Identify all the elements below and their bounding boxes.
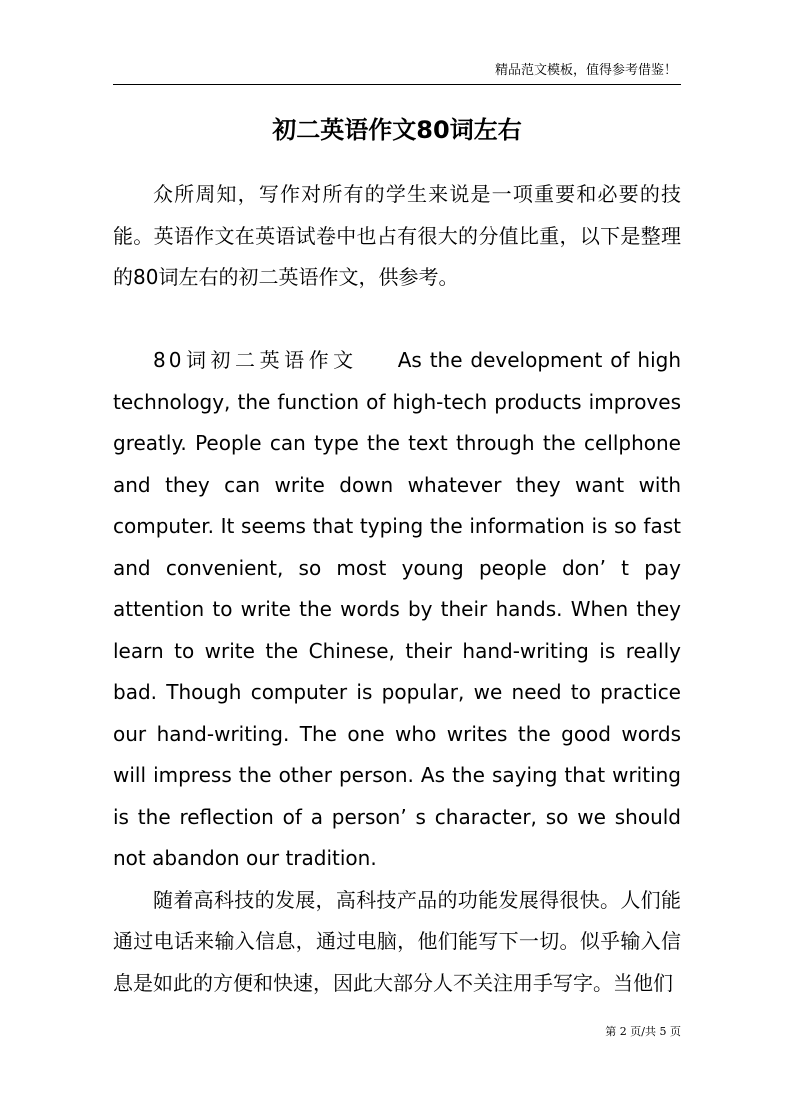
header-slogan: 精品范文模板，值得参考借鉴！ (494, 63, 677, 78)
essay-chinese-paragraph: 随着高科技的发展，高科技产品的功能发展得很快。人们能通过电话来输入信息，通过电脑，他们能写下一切。似乎输入信息是如此的方便和快速，因此大部分人不关注用手写字。当他们 (113, 887, 681, 995)
essay-heading: 80词初二英语作文 (153, 348, 358, 372)
intro-paragraph: 众所周知，写作对所有的学生来说是一项重要和必要的技能。英语作文在英语试卷中也占有很大的分值比重，以下是整理的80词左右的初二英语作文，供参考。 (113, 182, 681, 289)
essay-english-text: As the development of high technology, the function of high-tech products improves greatly. People can type the text through the cellphone and they can write down whatever they want with computer. It seems that typing the information is so fast and convenient, so most young people don’ t pay attention to write the words by their hands. When they learn to write the Chinese, their hand-writing is really bad. Though computer is popular, we need to practice our hand-writing. The one who writes the good words will impress the other person. As the saying that writing is the reflection of a person’ s character, so we should not abandon our tradition. (113, 348, 681, 870)
page-number: 第 2 页/共 5 页 (605, 1025, 681, 1038)
page-header (113, 62, 681, 85)
document-title: 初二英语作文80词左右 (272, 116, 522, 144)
document-body (113, 174, 681, 1004)
essay-paragraph (113, 340, 681, 880)
paragraph-gap (113, 299, 681, 341)
